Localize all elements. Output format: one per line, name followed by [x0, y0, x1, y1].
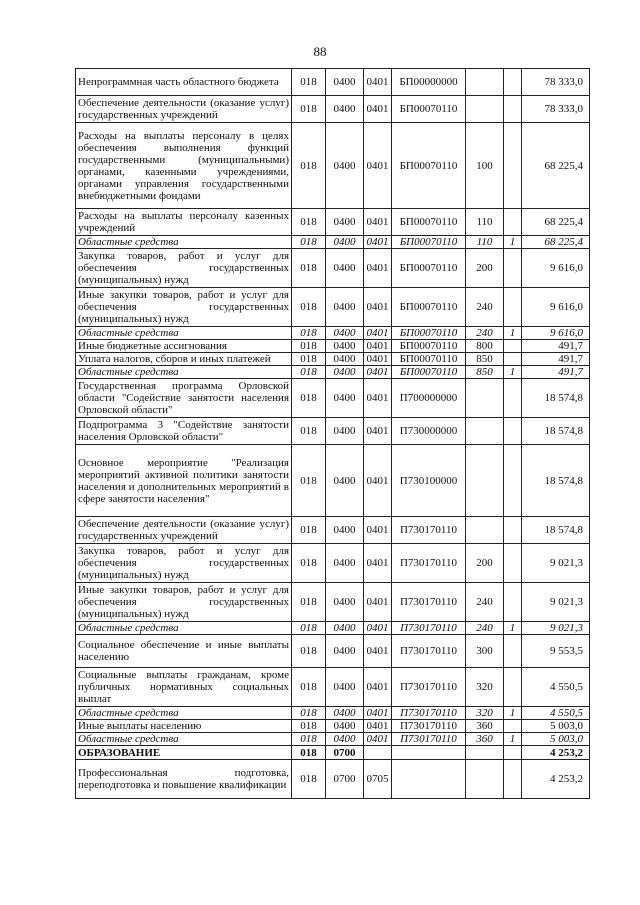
table-row	[76, 622, 590, 635]
table-row	[76, 123, 590, 209]
row-subsection-cell: 0401	[364, 353, 392, 366]
row-expense-type-cell: 240	[466, 288, 504, 327]
row-source-cell	[504, 340, 522, 353]
row-name-cell: Областные средства	[76, 707, 292, 720]
row-sum-cell: 68 225,4	[522, 209, 590, 236]
table-row	[76, 583, 590, 622]
row-target-article-cell	[392, 760, 466, 799]
row-section-cell: 0400	[326, 418, 364, 445]
row-sum-cell: 4 550,5	[522, 707, 590, 720]
row-source-cell	[504, 668, 522, 707]
row-expense-type-cell: 320	[466, 668, 504, 707]
row-target-article-cell: БП00070110	[392, 236, 466, 249]
row-target-article-cell: П730170110	[392, 733, 466, 746]
row-section-cell: 0400	[326, 327, 364, 340]
row-subsection-cell: 0705	[364, 760, 392, 799]
row-source-cell	[504, 635, 522, 668]
row-section-cell: 0400	[326, 707, 364, 720]
row-source-cell: 1	[504, 707, 522, 720]
row-subsection-cell: 0401	[364, 668, 392, 707]
row-sum-cell: 9 616,0	[522, 249, 590, 288]
row-source-cell	[504, 288, 522, 327]
row-grbs-cell: 018	[292, 517, 326, 544]
row-sum-cell: 9 616,0	[522, 327, 590, 340]
row-source-cell	[504, 353, 522, 366]
row-target-article-cell: П730170110	[392, 720, 466, 733]
row-source-cell: 1	[504, 622, 522, 635]
row-name-cell: Непрограммная часть областного бюджета	[76, 69, 292, 96]
table-row	[76, 746, 590, 760]
row-name-cell: Областные средства	[76, 327, 292, 340]
row-expense-type-cell: 240	[466, 327, 504, 340]
row-section-cell: 0700	[326, 760, 364, 799]
row-target-article-cell: БП00070110	[392, 123, 466, 209]
row-grbs-cell: 018	[292, 209, 326, 236]
row-subsection-cell: 0401	[364, 327, 392, 340]
row-subsection-cell: 0401	[364, 622, 392, 635]
row-source-cell	[504, 720, 522, 733]
row-target-article-cell: П730170110	[392, 517, 466, 544]
row-expense-type-cell: 100	[466, 123, 504, 209]
row-name-cell: Расходы на выплаты персоналу казенных учреждений	[76, 209, 292, 236]
row-subsection-cell: 0401	[364, 340, 392, 353]
row-name-cell: ОБРАЗОВАНИЕ	[76, 746, 292, 760]
row-expense-type-cell	[466, 69, 504, 96]
row-name-cell: Уплата налогов, сборов и иных платежей	[76, 353, 292, 366]
table-row	[76, 760, 590, 799]
row-sum-cell: 68 225,4	[522, 236, 590, 249]
row-name-cell: Социальное обеспечение и иные выплаты населению	[76, 635, 292, 668]
row-target-article-cell: П730170110	[392, 544, 466, 583]
row-name-cell: Расходы на выплаты персоналу в целях обеспечения выполнения функций государственными (муниципальными) органами, казенными учреждениями, органами управления государственными внебюджетными фондами	[76, 123, 292, 209]
row-subsection-cell: 0401	[364, 366, 392, 379]
row-section-cell: 0400	[326, 353, 364, 366]
row-source-cell	[504, 379, 522, 418]
row-expense-type-cell	[466, 379, 504, 418]
table-row	[76, 635, 590, 668]
row-grbs-cell: 018	[292, 418, 326, 445]
row-grbs-cell: 018	[292, 366, 326, 379]
table-row	[76, 249, 590, 288]
row-expense-type-cell: 800	[466, 340, 504, 353]
row-expense-type-cell	[466, 760, 504, 799]
row-target-article-cell: П730170110	[392, 707, 466, 720]
row-section-cell: 0400	[326, 544, 364, 583]
row-section-cell: 0700	[326, 746, 364, 760]
row-name-cell: Обеспечение деятельности (оказание услуг) государственных учреждений	[76, 96, 292, 123]
row-subsection-cell: 0401	[364, 445, 392, 517]
row-target-article-cell: БП00070110	[392, 249, 466, 288]
row-section-cell: 0400	[326, 517, 364, 544]
row-source-cell	[504, 249, 522, 288]
row-target-article-cell: П730000000	[392, 418, 466, 445]
row-source-cell	[504, 517, 522, 544]
row-subsection-cell: 0401	[364, 517, 392, 544]
row-target-article-cell: БП00070110	[392, 366, 466, 379]
row-subsection-cell: 0401	[364, 249, 392, 288]
row-subsection-cell: 0401	[364, 733, 392, 746]
row-sum-cell: 9 616,0	[522, 288, 590, 327]
row-expense-type-cell: 300	[466, 635, 504, 668]
table-row	[76, 517, 590, 544]
row-source-cell	[504, 760, 522, 799]
row-grbs-cell: 018	[292, 544, 326, 583]
row-name-cell: Областные средства	[76, 236, 292, 249]
row-section-cell: 0400	[326, 366, 364, 379]
row-expense-type-cell	[466, 517, 504, 544]
row-grbs-cell: 018	[292, 236, 326, 249]
row-source-cell	[504, 418, 522, 445]
row-sum-cell: 9 021,3	[522, 622, 590, 635]
row-sum-cell: 18 574,8	[522, 445, 590, 517]
row-target-article-cell	[392, 746, 466, 760]
row-target-article-cell: БП00070110	[392, 288, 466, 327]
table-row	[76, 720, 590, 733]
row-expense-type-cell: 110	[466, 236, 504, 249]
row-subsection-cell: 0401	[364, 720, 392, 733]
row-grbs-cell: 018	[292, 353, 326, 366]
row-sum-cell: 5 003,0	[522, 720, 590, 733]
row-grbs-cell: 018	[292, 720, 326, 733]
table-row	[76, 366, 590, 379]
row-source-cell	[504, 746, 522, 760]
row-section-cell: 0400	[326, 96, 364, 123]
row-source-cell: 1	[504, 733, 522, 746]
table-row	[76, 418, 590, 445]
row-subsection-cell: 0401	[364, 236, 392, 249]
row-grbs-cell: 018	[292, 69, 326, 96]
table-row	[76, 69, 590, 96]
row-sum-cell: 18 574,8	[522, 517, 590, 544]
table-row	[76, 544, 590, 583]
row-grbs-cell: 018	[292, 96, 326, 123]
row-subsection-cell	[364, 746, 392, 760]
table-row	[76, 96, 590, 123]
row-source-cell	[504, 209, 522, 236]
row-source-cell: 1	[504, 236, 522, 249]
row-target-article-cell: П730170110	[392, 635, 466, 668]
row-name-cell: Иные бюджетные ассигнования	[76, 340, 292, 353]
table-row	[76, 209, 590, 236]
row-name-cell: Закупка товаров, работ и услуг для обеспечения государственных (муниципальных) нужд	[76, 249, 292, 288]
table-row	[76, 733, 590, 746]
row-grbs-cell: 018	[292, 327, 326, 340]
row-section-cell: 0400	[326, 379, 364, 418]
row-subsection-cell: 0401	[364, 583, 392, 622]
table-row	[76, 353, 590, 366]
row-name-cell: Иные закупки товаров, работ и услуг для обеспечения государственных (муниципальных) нужд	[76, 583, 292, 622]
row-subsection-cell: 0401	[364, 209, 392, 236]
row-expense-type-cell	[466, 96, 504, 123]
row-section-cell: 0400	[326, 209, 364, 236]
row-subsection-cell: 0401	[364, 69, 392, 96]
row-name-cell: Областные средства	[76, 733, 292, 746]
page-number: 88	[313, 44, 327, 59]
row-name-cell: Обеспечение деятельности (оказание услуг) государственных учреждений	[76, 517, 292, 544]
row-source-cell: 1	[504, 327, 522, 340]
row-subsection-cell: 0401	[364, 379, 392, 418]
table-row	[76, 236, 590, 249]
row-expense-type-cell: 320	[466, 707, 504, 720]
row-section-cell: 0400	[326, 720, 364, 733]
budget-table	[75, 68, 590, 799]
row-target-article-cell: П730170110	[392, 668, 466, 707]
row-expense-type-cell	[466, 445, 504, 517]
row-grbs-cell: 018	[292, 123, 326, 209]
row-name-cell: Областные средства	[76, 622, 292, 635]
row-target-article-cell: БП00070110	[392, 327, 466, 340]
row-grbs-cell: 018	[292, 760, 326, 799]
row-sum-cell: 491,7	[522, 366, 590, 379]
row-sum-cell: 4 253,2	[522, 760, 590, 799]
row-sum-cell: 491,7	[522, 353, 590, 366]
row-section-cell: 0400	[326, 635, 364, 668]
row-sum-cell: 4 550,5	[522, 668, 590, 707]
row-target-article-cell: П730170110	[392, 622, 466, 635]
row-name-cell: Подпрограмма 3 "Содействие занятости населения Орловской области"	[76, 418, 292, 445]
row-section-cell: 0400	[326, 445, 364, 517]
row-grbs-cell: 018	[292, 622, 326, 635]
row-sum-cell: 18 574,8	[522, 379, 590, 418]
row-sum-cell: 9 021,3	[522, 544, 590, 583]
row-sum-cell: 78 333,0	[522, 96, 590, 123]
row-name-cell: Государственная программа Орловской области "Содействие занятости населения Орловской области"	[76, 379, 292, 418]
row-section-cell: 0400	[326, 668, 364, 707]
row-name-cell: Основное мероприятие "Реализация мероприятий активной политики занятости населения и дополнительных мероприятий в сфере занятости населения"	[76, 445, 292, 517]
row-sum-cell: 68 225,4	[522, 123, 590, 209]
row-expense-type-cell: 200	[466, 544, 504, 583]
row-section-cell: 0400	[326, 69, 364, 96]
row-name-cell: Социальные выплаты гражданам, кроме публичных нормативных социальных выплат	[76, 668, 292, 707]
table-row	[76, 668, 590, 707]
row-sum-cell: 9 021,3	[522, 583, 590, 622]
row-sum-cell: 18 574,8	[522, 418, 590, 445]
row-grbs-cell: 018	[292, 288, 326, 327]
row-section-cell: 0400	[326, 123, 364, 209]
row-sum-cell: 5 003,0	[522, 733, 590, 746]
row-expense-type-cell	[466, 418, 504, 445]
table-body	[76, 69, 590, 799]
row-subsection-cell: 0401	[364, 635, 392, 668]
row-subsection-cell: 0401	[364, 96, 392, 123]
row-expense-type-cell: 240	[466, 622, 504, 635]
row-target-article-cell: БП00070110	[392, 209, 466, 236]
row-subsection-cell: 0401	[364, 544, 392, 583]
row-name-cell: Профессиональная подготовка, переподготовка и повышение квалификации	[76, 760, 292, 799]
row-name-cell: Закупка товаров, работ и услуг для обеспечения государственных (муниципальных) нужд	[76, 544, 292, 583]
row-section-cell: 0400	[326, 583, 364, 622]
row-grbs-cell: 018	[292, 583, 326, 622]
row-grbs-cell: 018	[292, 249, 326, 288]
row-grbs-cell: 018	[292, 445, 326, 517]
row-name-cell: Областные средства	[76, 366, 292, 379]
table-row	[76, 379, 590, 418]
row-expense-type-cell: 360	[466, 720, 504, 733]
row-grbs-cell: 018	[292, 635, 326, 668]
row-section-cell: 0400	[326, 236, 364, 249]
row-section-cell: 0400	[326, 249, 364, 288]
row-source-cell	[504, 583, 522, 622]
row-source-cell: 1	[504, 366, 522, 379]
row-section-cell: 0400	[326, 733, 364, 746]
row-target-article-cell: БП00070110	[392, 353, 466, 366]
row-target-article-cell: БП00000000	[392, 69, 466, 96]
row-section-cell: 0400	[326, 340, 364, 353]
table-row	[76, 445, 590, 517]
row-expense-type-cell: 360	[466, 733, 504, 746]
row-sum-cell: 4 253,2	[522, 746, 590, 760]
row-expense-type-cell: 200	[466, 249, 504, 288]
row-grbs-cell: 018	[292, 733, 326, 746]
row-name-cell: Иные закупки товаров, работ и услуг для обеспечения государственных (муниципальных) нужд	[76, 288, 292, 327]
row-target-article-cell: БП00070110	[392, 96, 466, 123]
row-subsection-cell: 0401	[364, 123, 392, 209]
row-source-cell	[504, 96, 522, 123]
row-grbs-cell: 018	[292, 340, 326, 353]
row-source-cell	[504, 69, 522, 96]
row-sum-cell: 491,7	[522, 340, 590, 353]
row-target-article-cell: П700000000	[392, 379, 466, 418]
row-source-cell	[504, 544, 522, 583]
row-expense-type-cell	[466, 746, 504, 760]
row-expense-type-cell: 850	[466, 353, 504, 366]
row-subsection-cell: 0401	[364, 418, 392, 445]
row-name-cell: Иные выплаты населению	[76, 720, 292, 733]
row-target-article-cell: П730100000	[392, 445, 466, 517]
row-section-cell: 0400	[326, 288, 364, 327]
row-subsection-cell: 0401	[364, 288, 392, 327]
table-row	[76, 288, 590, 327]
row-target-article-cell: БП00070110	[392, 340, 466, 353]
row-grbs-cell: 018	[292, 746, 326, 760]
row-expense-type-cell: 240	[466, 583, 504, 622]
row-source-cell	[504, 123, 522, 209]
row-section-cell: 0400	[326, 622, 364, 635]
row-sum-cell: 9 553,5	[522, 635, 590, 668]
row-grbs-cell: 018	[292, 668, 326, 707]
row-grbs-cell: 018	[292, 379, 326, 418]
table-row	[76, 327, 590, 340]
row-target-article-cell: П730170110	[392, 583, 466, 622]
table-row	[76, 340, 590, 353]
row-source-cell	[504, 445, 522, 517]
row-expense-type-cell: 110	[466, 209, 504, 236]
table-row	[76, 707, 590, 720]
row-subsection-cell: 0401	[364, 707, 392, 720]
row-sum-cell: 78 333,0	[522, 69, 590, 96]
row-grbs-cell: 018	[292, 707, 326, 720]
row-expense-type-cell: 850	[466, 366, 504, 379]
